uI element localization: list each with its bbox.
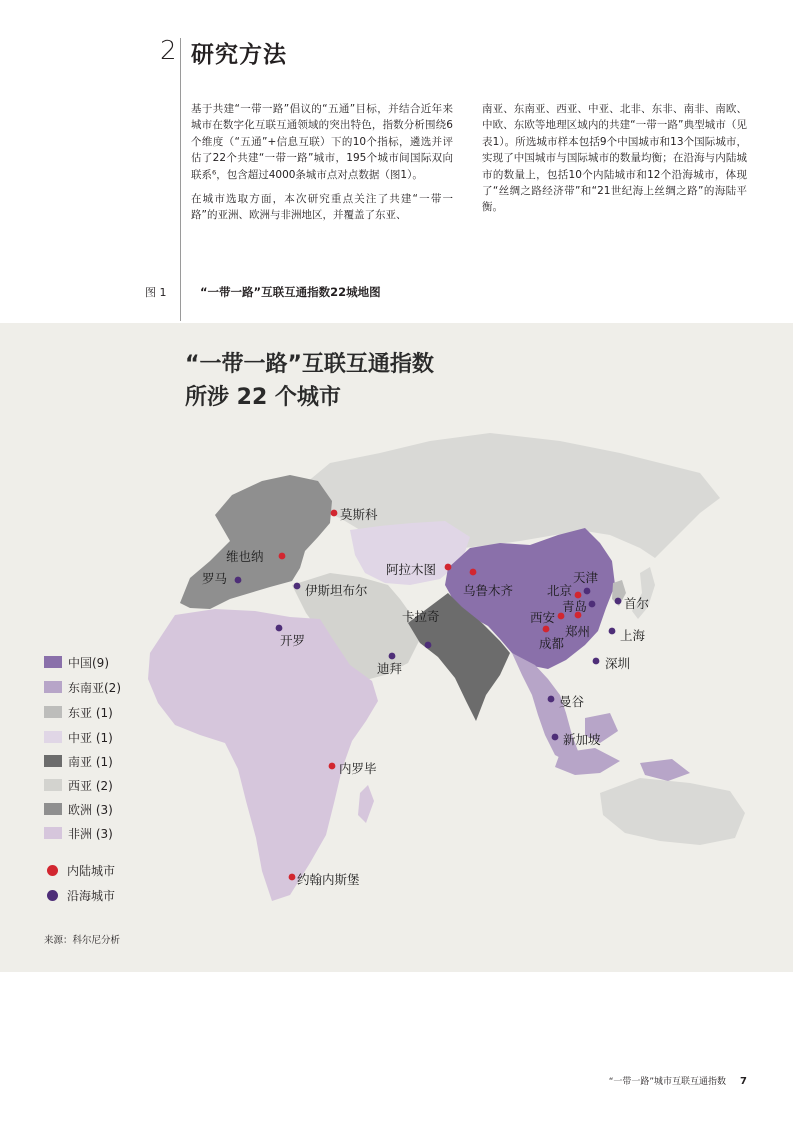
legend-label: 东亚 (1) (68, 705, 113, 720)
city-dot-shenzhen (593, 658, 600, 665)
city-dot-nairobi (329, 763, 336, 770)
legend-label: 东南亚(2) (68, 680, 121, 695)
section-divider-line (180, 38, 181, 321)
figure-title: “一带一路”互联互通指数22城地图 (200, 285, 381, 299)
legend-label: 内陆城市 (67, 863, 116, 878)
inland-dot-icon (47, 865, 58, 876)
legend-label: 非洲 (3) (68, 826, 113, 841)
page-footer (609, 1074, 747, 1087)
legend-label: 中国(9) (68, 655, 109, 670)
city-label-rome: 罗马 (202, 571, 228, 586)
madagascar-region (358, 785, 374, 823)
city-label-istanbul: 伊斯坦布尔 (305, 583, 368, 598)
legend-swatch (44, 681, 62, 693)
city-dot-singapore (552, 734, 559, 741)
body-paragraph: 南亚、东南亚、西亚、中亚、北非、东非、南非、南欧、中欧、东欧等地理区域内的共建“一带一路”典型城市（见表1）。所选城市样本包括9个中国城市和13个国际城市，实现了中国城市与国际城市的数量均衡；在沿海与内陆城市的数量上，包括10个内陆城市和12个沿海城市，体现了“丝绸之路经济带”和“21世纪海上丝绸之路”的海陆平衡。 (482, 103, 747, 214)
city-label-cairo: 开罗 (280, 633, 306, 648)
figure-label: 图 1 (145, 286, 167, 299)
city-label-almaty: 阿拉木图 (386, 562, 437, 577)
legend-label: 西亚 (2) (68, 778, 113, 793)
city-dot-chengdu (543, 626, 550, 633)
city-label-moscow: 莫斯科 (340, 507, 378, 522)
city-dot-shanghai (609, 628, 616, 635)
australia-region (600, 778, 745, 845)
legend-swatch (44, 731, 62, 743)
legend-item-east-asia (44, 704, 113, 720)
section-number: 2 (160, 36, 177, 66)
legend-label: 欧洲 (3) (68, 802, 113, 817)
city-label-bangkok: 曼谷 (559, 694, 585, 709)
legend-label: 中亚 (1) (68, 730, 113, 745)
city-dot-johannesburg (289, 874, 296, 881)
city-dot-istanbul (294, 583, 301, 590)
legend-swatch (44, 755, 62, 767)
city-dot-urumqi (470, 569, 477, 576)
legend-item-west-asia (44, 777, 113, 793)
city-dot-tianjin (584, 588, 591, 595)
legend-swatch (44, 706, 62, 718)
city-dot-moscow (331, 510, 338, 517)
body-right-column (482, 101, 747, 224)
city-label-urumqi: 乌鲁木齐 (463, 583, 514, 598)
legend-item-south-asia (44, 753, 113, 769)
legend-item-coastal-city (44, 887, 115, 903)
legend-item-china (44, 654, 109, 670)
section-title: 研究方法 (191, 42, 287, 68)
body-paragraph: 基于共建“一带一路”倡议的“五通”目标，并结合近年来城市在数字化互联互通领域的突出特色，指数分析围绕6个维度（“五通”+信息互联）下的10个指标，遴选并评估了22个共建“一带一路”城市，195个城市间国际双向联系⁶，包含超过4000条城市点对点数据（图1）。 (191, 103, 453, 181)
legend-item-europe (44, 801, 113, 817)
city-label-qingdao: 青岛 (562, 599, 588, 614)
body-paragraph: 在城市选取方面，本次研究重点关注了共建“一带一路”的亚洲、欧洲与非洲地区，并覆盖了东亚、 (191, 193, 453, 222)
city-label-singapore: 新加坡 (563, 732, 601, 747)
footer-text: “一带一路”城市互联互通指数 (608, 1077, 727, 1087)
city-dot-almaty (445, 564, 452, 571)
city-label-zhengzhou: 郑州 (565, 624, 591, 639)
world-map (0, 323, 793, 972)
body-left-column (191, 101, 453, 232)
legend-swatch (44, 656, 62, 668)
city-dot-karachi (425, 642, 432, 649)
map-title: “一带一路”互联互通指数 所涉 22 个城市 (185, 352, 434, 410)
city-label-nairobi: 内罗毕 (339, 761, 377, 776)
coastal-dot-icon (47, 890, 58, 901)
page-number: 7 (740, 1076, 747, 1087)
city-dot-vienna (279, 553, 286, 560)
city-label-seoul: 首尔 (624, 596, 650, 611)
city-label-tianjin: 天津 (573, 570, 599, 585)
legend-item-central-asia (44, 729, 113, 745)
city-label-beijing: 北京 (547, 583, 573, 598)
legend-item-southeast-asia (44, 679, 121, 695)
legend-swatch (44, 827, 62, 839)
city-label-vienna: 维也纳 (226, 549, 264, 564)
legend-label: 沿海城市 (67, 888, 116, 903)
legend-swatch (44, 779, 62, 791)
city-label-shanghai: 上海 (620, 628, 646, 643)
legend-label: 南亚 (1) (68, 754, 113, 769)
city-dot-rome (235, 577, 242, 584)
legend-swatch (44, 803, 62, 815)
legend-item-africa (44, 825, 113, 841)
city-dot-seoul (615, 598, 622, 605)
city-label-dubai: 迪拜 (377, 661, 403, 676)
city-label-xian: 西安 (530, 610, 556, 625)
city-label-shenzhen: 深圳 (605, 656, 631, 671)
city-label-chengdu: 成都 (539, 636, 565, 651)
city-dot-bangkok (548, 696, 555, 703)
pacific-islands-region (640, 759, 690, 781)
city-label-karachi: 卡拉奇 (402, 609, 440, 624)
source-note: 来源：科尔尼分析 (44, 935, 121, 946)
legend-item-inland-city (44, 862, 115, 878)
city-label-johannesburg: 约翰内斯堡 (297, 872, 360, 887)
city-dot-qingdao (589, 601, 596, 608)
